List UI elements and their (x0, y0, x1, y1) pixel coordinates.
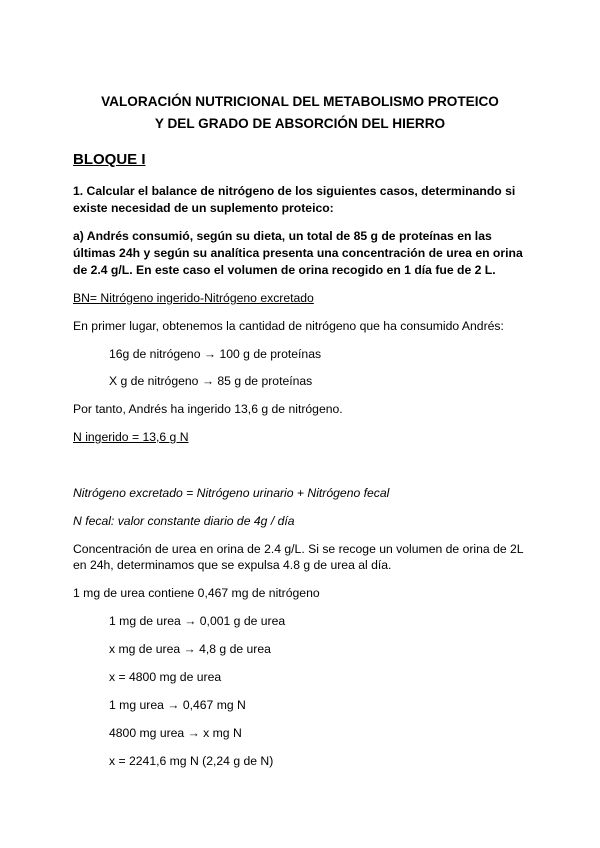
case-a-line-1: a) Andrés consumió, según su dieta, un total de 85 g de proteínas en las (73, 229, 492, 243)
title-line-1: VALORACIÓN NUTRICIONAL DEL METABOLISMO PROTEICO (101, 94, 499, 109)
calc-line-5: 4800 mg urea → x mg N (109, 726, 242, 740)
fecal-text: N fecal: valor constante diario de 4g / día (73, 514, 295, 528)
calc-line-2: x mg de urea → 4,8 g de urea (109, 642, 271, 656)
excreted-formula: Nitrógeno excretado = Nitrógeno urinario + Nitrógeno fecal (73, 486, 390, 500)
urea-concentration-line-1: Concentración de urea en orina de 2.4 g/L. Si se recoge un volumen de orina de 2L (73, 542, 524, 556)
case-a-line-3: de 2.4 g/L. En este caso el volumen de orina recogido en 1 día fue de 2 L. (73, 263, 496, 277)
question-line-2: existe necesidad de un suplemento proteico: (73, 201, 334, 215)
calc-line-1: 1 mg de urea → 0,001 g de urea (109, 614, 286, 628)
bn-formula: BN= Nitrógeno ingerido-Nitrógeno excretado (73, 291, 314, 305)
urea-nitrogen-content: 1 mg de urea contiene 0,467 mg de nitrógeno (73, 586, 320, 600)
ingested-text: Por tanto, Andrés ha ingerido 13,6 g de nitrógeno. (73, 402, 343, 416)
calc-line-6: x = 2241,6 mg N (2,24 g de N) (109, 754, 274, 768)
calc-line-3: x = 4800 mg de urea (109, 670, 222, 684)
intro-text: En primer lugar, obtenemos la cantidad de nitrógeno que ha consumido Andrés: (73, 319, 504, 333)
title-line-2: Y DEL GRADO DE ABSORCIÓN DEL HIERRO (154, 116, 446, 131)
case-a-line-2: últimas 24h y según su analítica presenta una concentración de urea en orina (73, 246, 523, 260)
ratio-line-1: 16g de nitrógeno → 100 g de proteínas (109, 347, 322, 361)
section-heading: BLOQUE I (73, 151, 146, 168)
ratio-line-2: X g de nitrógeno → 85 g de proteínas (109, 374, 313, 388)
n-ingerido-result: N ingerido = 13,6 g N (73, 430, 189, 444)
urea-concentration-line-2: en 24h, determinamos que se expulsa 4.8 g de urea al día. (73, 558, 392, 572)
calc-line-4: 1 mg urea → 0,467 mg N (109, 698, 246, 712)
question-line-1: 1. Calcular el balance de nitrógeno de los siguientes casos, determinando si (73, 184, 516, 198)
